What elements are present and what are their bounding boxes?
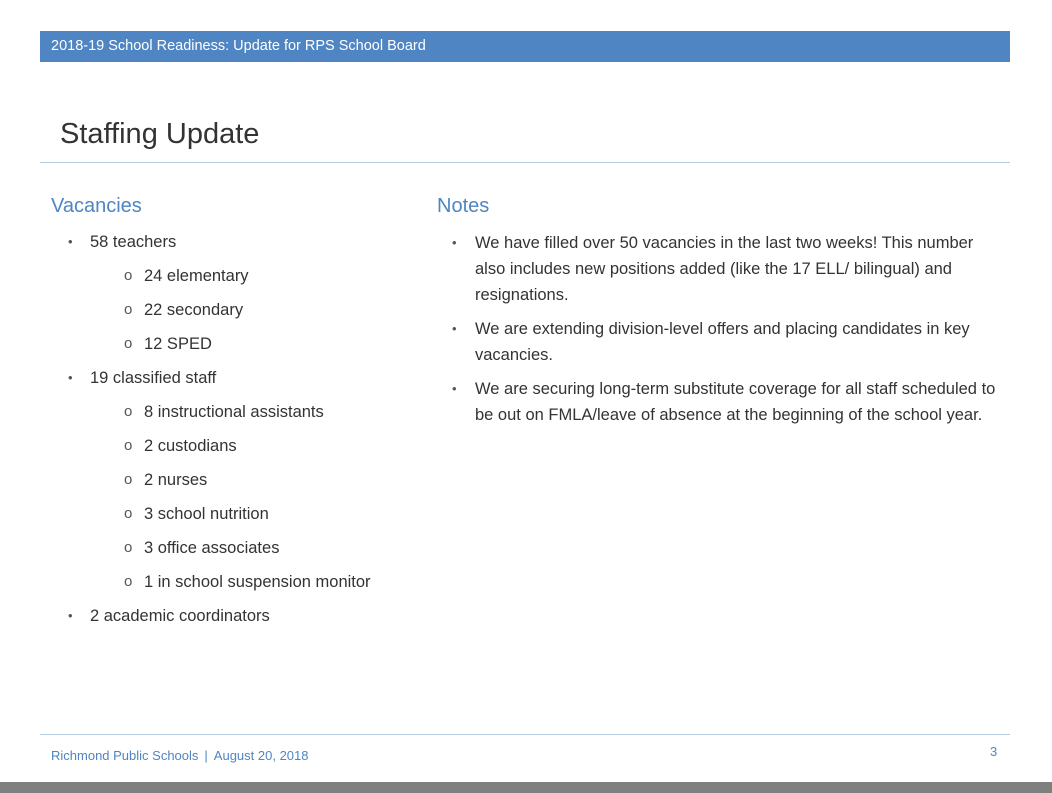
list-item: [68, 604, 418, 628]
vacancy-label: 58 teachers: [90, 233, 177, 251]
title-divider: [40, 162, 1010, 163]
sub-bullet-icon: o: [124, 471, 133, 488]
vacancy-subitem: 24 elementary: [144, 267, 249, 285]
list-item: [452, 316, 1002, 368]
sub-bullet-icon: o: [124, 505, 133, 522]
notes-heading: Notes: [437, 195, 490, 217]
sub-bullet-icon: o: [124, 267, 133, 284]
note-text: We are extending division-level offers and placing candidates in key vacancies.: [475, 320, 970, 364]
list-item: [68, 298, 418, 322]
vacancies-list: [68, 230, 418, 638]
bullet-icon: •: [68, 608, 73, 623]
bullet-icon: •: [452, 321, 457, 336]
vacancy-subitem: 22 secondary: [144, 301, 244, 319]
vacancy-subitem: 3 office associates: [144, 539, 280, 557]
list-item: [68, 400, 418, 424]
note-text: We are securing long-term substitute coverage for all staff scheduled to be out on FMLA/leave of absence at the beginning of the school year.: [475, 380, 996, 424]
bottom-bar: [0, 782, 1052, 793]
list-item: [68, 468, 418, 492]
sub-bullet-icon: o: [124, 573, 133, 590]
vacancy-label: 19 classified staff: [90, 369, 217, 387]
list-item: [68, 230, 418, 254]
sub-bullet-icon: o: [124, 539, 133, 556]
footer-divider: [40, 734, 1010, 735]
header-bar: [40, 31, 1010, 62]
footer-separator: |: [204, 748, 208, 763]
vacancy-subitem: 2 nurses: [144, 471, 208, 489]
list-item: [68, 264, 418, 288]
vacancy-subitem: 1 in school suspension monitor: [144, 573, 371, 591]
bullet-icon: •: [68, 370, 73, 385]
notes-list: [452, 230, 1002, 436]
bullet-icon: •: [68, 234, 73, 249]
list-item: [68, 502, 418, 526]
list-item: [68, 536, 418, 560]
list-item: [68, 332, 418, 356]
sub-bullet-icon: o: [124, 437, 133, 454]
footer: [51, 748, 309, 763]
vacancy-subitem: 3 school nutrition: [144, 505, 269, 523]
vacancy-label: 2 academic coordinators: [90, 607, 270, 625]
vacancy-subitem: 12 SPED: [144, 335, 212, 353]
header-title: 2018-19 School Readiness: Update for RPS School Board: [51, 38, 426, 54]
bullet-icon: •: [452, 235, 457, 250]
sub-bullet-icon: o: [124, 403, 133, 420]
list-item: [68, 570, 418, 594]
vacancies-heading: Vacancies: [51, 195, 142, 217]
page-title: Staffing Update: [60, 118, 260, 150]
vacancy-subitem: 8 instructional assistants: [144, 403, 324, 421]
vacancy-subitem: 2 custodians: [144, 437, 237, 455]
list-item: [452, 230, 1002, 308]
page-number: 3: [990, 744, 998, 759]
sub-bullet-icon: o: [124, 335, 133, 352]
sub-bullet-icon: o: [124, 301, 133, 318]
note-text: We have filled over 50 vacancies in the last two weeks! This number also includes new positions added (like the 17 ELL/ bilingual) and resignations.: [475, 234, 974, 304]
footer-organization: Richmond Public Schools: [51, 748, 199, 763]
list-item: [68, 434, 418, 458]
bullet-icon: •: [452, 381, 457, 396]
list-item: [452, 376, 1002, 428]
footer-date: August 20, 2018: [213, 748, 309, 763]
list-item: [68, 366, 418, 390]
